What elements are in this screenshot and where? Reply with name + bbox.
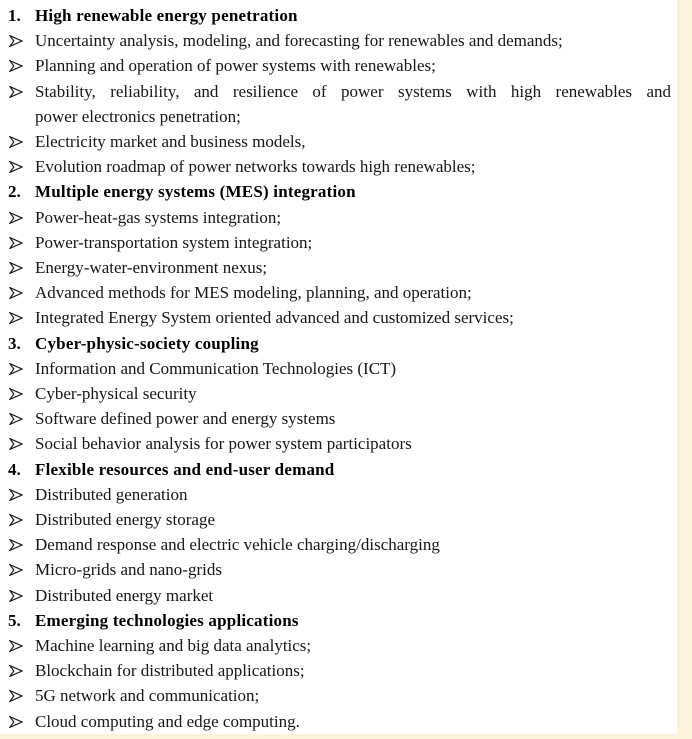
- section-number: 2.: [8, 182, 21, 202]
- arrowhead-right-bullet-icon: [9, 388, 23, 400]
- topic-line: Software defined power and energy systems: [35, 409, 336, 429]
- arrowhead-right-bullet-icon: [9, 438, 23, 450]
- bullet-marker: [8, 230, 35, 249]
- bullet-marker: [8, 154, 35, 173]
- section-number: 4.: [8, 459, 21, 479]
- topic-line: Distributed generation: [35, 484, 188, 504]
- bullet-marker: [8, 709, 35, 728]
- arrowhead-right-bullet-icon: [9, 212, 23, 224]
- section-title: Emerging technologies applications: [35, 610, 299, 630]
- bullet-marker: [8, 280, 35, 299]
- topic-item: [8, 280, 671, 305]
- arrowhead-right-bullet-icon: [9, 489, 23, 501]
- bullet-marker: [8, 658, 35, 677]
- topic-line: Demand response and electric vehicle charging/discharging: [35, 535, 440, 555]
- bullet-marker: [8, 356, 35, 375]
- topic-item: [8, 53, 671, 78]
- bullet-marker: [8, 305, 35, 324]
- topic-text: [35, 583, 671, 608]
- section-number: 1.: [8, 6, 21, 25]
- topic-text: [35, 356, 671, 381]
- arrowhead-right-bullet-icon: [9, 35, 23, 47]
- section-number: 3.: [8, 333, 21, 353]
- topic-item: [8, 658, 671, 683]
- topic-item: [8, 79, 671, 129]
- bullet-marker: [8, 53, 35, 72]
- section-number: 5.: [8, 610, 21, 630]
- topic-line: Cloud computing and edge computing.: [35, 711, 300, 731]
- bullet-marker: [8, 482, 35, 501]
- topic-text: [35, 507, 671, 532]
- topic-line: Uncertainty analysis, modeling, and forecasting for renewables and demands;: [35, 31, 563, 51]
- page-border-bottom: [0, 734, 692, 739]
- section-heading-5: [8, 608, 671, 633]
- topic-line: Evolution roadmap of power networks towards high renewables;: [35, 157, 476, 177]
- bullet-marker: [8, 633, 35, 652]
- topic-text: [35, 305, 671, 330]
- topic-text: [35, 255, 671, 280]
- bullet-marker: [8, 406, 35, 425]
- topics-list: [8, 3, 671, 734]
- topic-text: [35, 431, 671, 456]
- arrowhead-right-bullet-icon: [9, 136, 23, 148]
- bullet-marker: [8, 583, 35, 602]
- topic-line: Machine learning and big data analytics;: [35, 636, 312, 656]
- bullet-marker: [8, 205, 35, 224]
- section-heading-2: [8, 179, 671, 204]
- bullet-marker: [8, 129, 35, 148]
- topic-line: Stability, reliability, and resilience of power systems with high renewables and: [35, 81, 671, 101]
- topic-line: 5G network and communication;: [35, 686, 260, 706]
- topic-line: Energy-water-environment nexus;: [35, 258, 268, 278]
- topic-text: [35, 683, 671, 708]
- topic-item: [8, 28, 671, 53]
- topic-text: [35, 557, 671, 582]
- topic-text: [35, 381, 671, 406]
- bullet-marker: [8, 431, 35, 450]
- bullet-marker: [8, 557, 35, 576]
- topic-item: [8, 532, 671, 557]
- arrowhead-right-bullet-icon: [9, 514, 23, 526]
- topic-line: Micro-grids and nano-grids: [35, 560, 222, 580]
- topic-line: Electricity market and business models,: [35, 132, 306, 152]
- topic-line: Distributed energy market: [35, 585, 214, 605]
- topic-item: [8, 431, 671, 456]
- topic-text: [35, 28, 671, 53]
- topic-item: [8, 557, 671, 582]
- topic-line: Power-transportation system integration;: [35, 232, 313, 252]
- topic-item: [8, 406, 671, 431]
- topic-item: [8, 709, 671, 734]
- topic-item: [8, 205, 671, 230]
- topic-text: [35, 53, 671, 78]
- topic-text: [35, 129, 671, 154]
- topic-item: [8, 583, 671, 608]
- arrowhead-right-bullet-icon: [9, 86, 23, 98]
- topic-item: [8, 129, 671, 154]
- section-title: High renewable energy penetration: [35, 6, 298, 25]
- arrowhead-right-bullet-icon: [9, 237, 23, 249]
- topic-text: [35, 154, 671, 179]
- topic-item: [8, 507, 671, 532]
- topic-item: [8, 381, 671, 406]
- arrowhead-right-bullet-icon: [9, 716, 23, 728]
- arrowhead-right-bullet-icon: [9, 312, 23, 324]
- bullet-marker: [8, 381, 35, 400]
- topic-item: [8, 683, 671, 708]
- topic-text: [35, 280, 671, 305]
- bullet-marker: [8, 507, 35, 526]
- bullet-marker: [8, 532, 35, 551]
- topic-text: [35, 633, 671, 658]
- topic-item: [8, 154, 671, 179]
- arrowhead-right-bullet-icon: [9, 690, 23, 702]
- topic-text: [35, 406, 671, 431]
- topic-line: Blockchain for distributed applications;: [35, 661, 305, 681]
- arrowhead-right-bullet-icon: [9, 665, 23, 677]
- arrowhead-right-bullet-icon: [9, 287, 23, 299]
- arrowhead-right-bullet-icon: [9, 161, 23, 173]
- arrowhead-right-bullet-icon: [9, 640, 23, 652]
- topic-text: [35, 532, 671, 557]
- arrowhead-right-bullet-icon: [9, 413, 23, 425]
- topic-item: [8, 230, 671, 255]
- section-title: Multiple energy systems (MES) integration: [35, 182, 356, 202]
- topic-text: [35, 658, 671, 683]
- topic-line: Planning and operation of power systems with renewables;: [35, 56, 436, 76]
- topic-text: [35, 79, 671, 129]
- topic-text: [35, 709, 671, 734]
- arrowhead-right-bullet-icon: [9, 262, 23, 274]
- section-heading-4: [8, 457, 671, 482]
- topic-text: [35, 230, 671, 255]
- section-title: Cyber-physic-society coupling: [35, 333, 259, 353]
- topic-line: Integrated Energy System oriented advanced and customized services;: [35, 308, 514, 328]
- arrowhead-right-bullet-icon: [9, 564, 23, 576]
- bullet-marker: [8, 28, 35, 47]
- topic-item: [8, 305, 671, 330]
- arrowhead-right-bullet-icon: [9, 363, 23, 375]
- arrowhead-right-bullet-icon: [9, 60, 23, 72]
- topic-line: Advanced methods for MES modeling, planning, and operation;: [35, 283, 472, 303]
- topic-line: Social behavior analysis for power system participators: [35, 434, 412, 454]
- arrowhead-right-bullet-icon: [9, 539, 23, 551]
- page-border-right: [677, 0, 692, 739]
- section-title: Flexible resources and end-user demand: [35, 459, 335, 479]
- topic-item: [8, 255, 671, 280]
- section-heading-3: [8, 331, 671, 356]
- bullet-marker: [8, 255, 35, 274]
- topic-line: Distributed energy storage: [35, 510, 216, 530]
- topic-line: Information and Communication Technologies (ICT): [35, 358, 397, 378]
- section-heading-1: [8, 3, 671, 28]
- topic-line: Cyber-physical security: [35, 384, 197, 404]
- arrowhead-right-bullet-icon: [9, 590, 23, 602]
- topic-line: Power-heat-gas systems integration;: [35, 207, 282, 227]
- topic-text: [35, 482, 671, 507]
- bullet-marker: [8, 683, 35, 702]
- topic-item: [8, 356, 671, 381]
- topic-line: power electronics penetration;: [35, 106, 241, 126]
- bullet-marker: [8, 79, 35, 98]
- topic-text: [35, 205, 671, 230]
- topic-item: [8, 482, 671, 507]
- topic-item: [8, 633, 671, 658]
